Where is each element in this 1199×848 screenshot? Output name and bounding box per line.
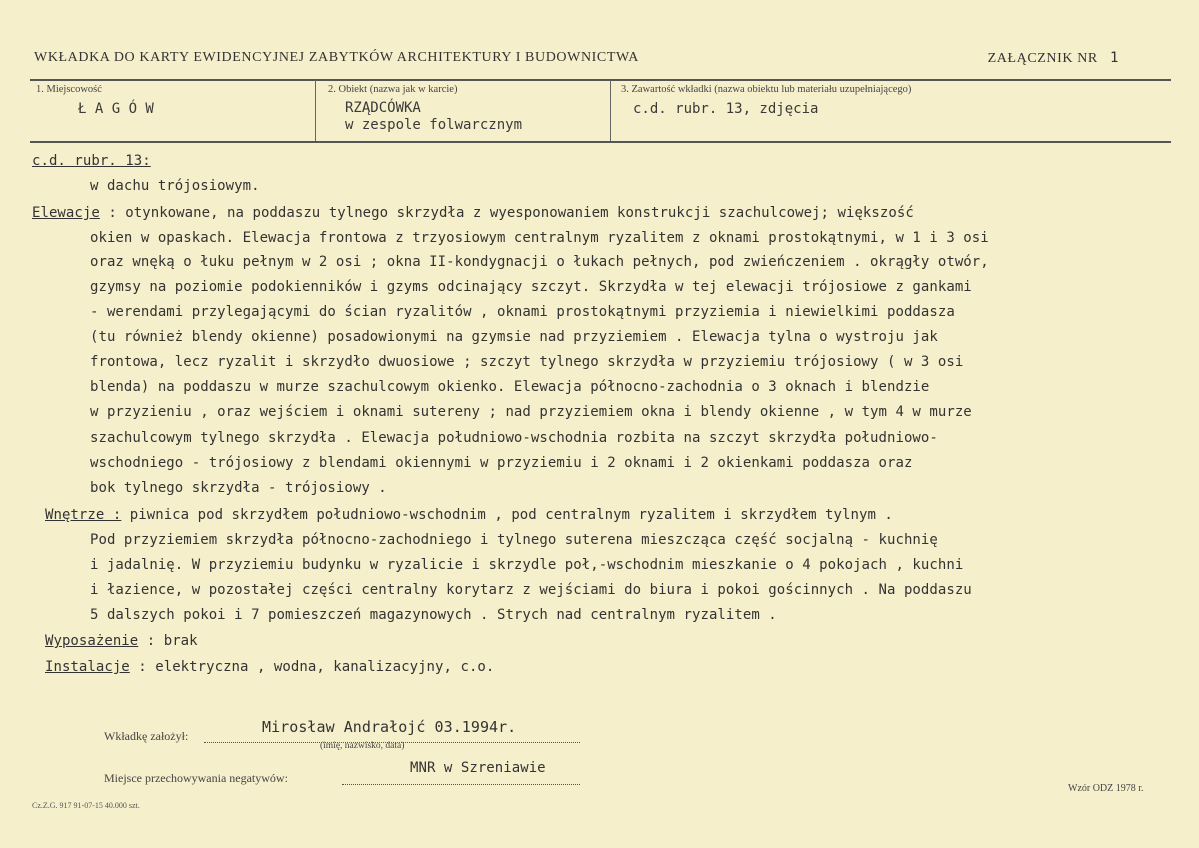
text-line: blenda) na poddaszu w murze szachulcowym okienko. Elewacja północno-zachodnia o 3 oknach i blendzie bbox=[90, 379, 930, 395]
text-line: 5 dalszych pokoi i 7 pomieszczeń magazynowych . Strych nad centralnym ryzalitem . bbox=[90, 607, 777, 623]
text-line: - werendami przylegającymi do ścian ryzalitów , oknami prostokątnymi przyziemia i niewielkimi poddasza bbox=[90, 304, 955, 320]
text-line: Pod przyziemiem skrzydła północno-zachodniego i tylnego suterena mieszcząca część socjalną - kuchnię bbox=[90, 532, 938, 548]
header-rule-top bbox=[30, 79, 1171, 81]
equipment-label: Wyposażenie bbox=[45, 633, 139, 649]
text-line: okien w opaskach. Elewacja frontowa z trzyosiowym centralnym ryzalitem z oknami prostokątnymi, w 1 i 3 osi bbox=[90, 230, 989, 246]
form-model: Wzór ODZ 1978 r. bbox=[1068, 783, 1144, 794]
interior-label: Wnętrze : bbox=[45, 507, 122, 523]
field-3-label: 3. Zawartość wkładki (nazwa obiektu lub materiału uzupełniającego) bbox=[621, 84, 912, 95]
author-label: Wkładkę założył: bbox=[104, 729, 189, 743]
text-line: gzymsy na poziomie podokienników i gzyms odcinający szczyt. Skrzydła w tej elewacji trójosiowe z gankami bbox=[90, 279, 972, 295]
text-line: w dachu trójosiowym. bbox=[90, 178, 260, 194]
appendix-value: 1 bbox=[1109, 50, 1119, 66]
text-line: Wyposażenie : brak bbox=[45, 633, 198, 649]
appendix-label: ZAŁĄCZNIK NR bbox=[987, 51, 1098, 66]
field-2-value-line1: RZĄDCÓWKA bbox=[345, 100, 421, 116]
text-line: Instalacje : elektryczna , wodna, kanalizacyjny, c.o. bbox=[45, 659, 495, 675]
field-divider-2 bbox=[610, 80, 611, 141]
appendix-number bbox=[988, 50, 1119, 67]
header-rule-bottom bbox=[30, 141, 1171, 143]
text-line: Wnętrze : piwnica pod skrzydłem południowo-wschodnim , pod centralnym ryzalitem i skrzydłem tylnym . bbox=[45, 507, 893, 523]
field-3-value: c.d. rubr. 13, zdjęcia bbox=[633, 101, 819, 117]
author-value: Mirosław Andrałojć 03.1994r. bbox=[262, 718, 517, 736]
text-line: frontowa, lecz ryzalit i skrzydło dwuosiowe ; szczyt tylnego skrzydła w przyziemiu trójosiowy ( w 3 osi bbox=[90, 354, 964, 370]
field-1-label: 1. Miejscowość bbox=[36, 84, 102, 95]
card-title: WKŁADKA DO KARTY EWIDENCYJNEJ ZABYTKÓW ARCHITEKTURY I BUDOWNICTWA bbox=[34, 50, 639, 65]
installations-label: Instalacje bbox=[45, 659, 130, 675]
storage-label: Miejsce przechowywania negatywów: bbox=[104, 771, 288, 785]
text-line: wschodniego - trójosiowy z blendami okiennymi w przyziemiu i 2 oknami i 2 okienkami poddasza oraz bbox=[90, 455, 913, 471]
print-info: Cz.Z.G. 917 91-07-15 40.000 szt. bbox=[32, 801, 140, 810]
field-divider-1 bbox=[315, 80, 316, 141]
storage-value: MNR w Szreniawie bbox=[410, 760, 546, 776]
text-line: i łazience, w pozostałej części centralny korytarz z wejściami do biura i pokoi gościnnych . Na poddaszu bbox=[90, 582, 972, 598]
text-line: oraz wnęką o łuku pełnym w 2 osi ; okna II-kondygnacji o łukach pełnych, pod zwieńczeniem . okrągły otwór, bbox=[90, 254, 989, 270]
section-heading: c.d. rubr. 13: bbox=[32, 153, 151, 169]
text-line: Elewacje : otynkowane, na poddaszu tylnego skrzydła z wyesponowaniem konstrukcji szachulcowej; większość bbox=[32, 205, 914, 221]
author-hint: (imię, nazwisko, data) bbox=[320, 741, 405, 751]
text-line: i jadalnię. W przyziemiu budynku w ryzalicie i skrzydle poł,-wschodnim mieszkanie o 4 pokojach , kuchni bbox=[90, 557, 964, 573]
storage-line bbox=[342, 784, 580, 785]
field-1-value: Ł A G Ó W bbox=[78, 101, 154, 117]
elevations-label: Elewacje bbox=[32, 205, 100, 221]
field-2-label: 2. Obiekt (nazwa jak w karcie) bbox=[328, 84, 458, 95]
text-line: szachulcowym tylnego skrzydła . Elewacja południowo-wschodnia rozbita na szczyt skrzydła południowo- bbox=[90, 430, 938, 446]
text-line: w przyzieniu , oraz wejściem i oknami sutereny ; nad przyziemiem okna i blendy okienne , w tym 4 w murze bbox=[90, 404, 972, 420]
text-line: (tu również blendy okienne) posadowionymi na gzymsie nad przyziemiem . Elewacja tylna o wystroju jak bbox=[90, 329, 938, 345]
text-line: bok tylnego skrzydła - trójosiowy . bbox=[90, 480, 387, 496]
field-2-value-line2: w zespole folwarcznym bbox=[345, 117, 523, 133]
